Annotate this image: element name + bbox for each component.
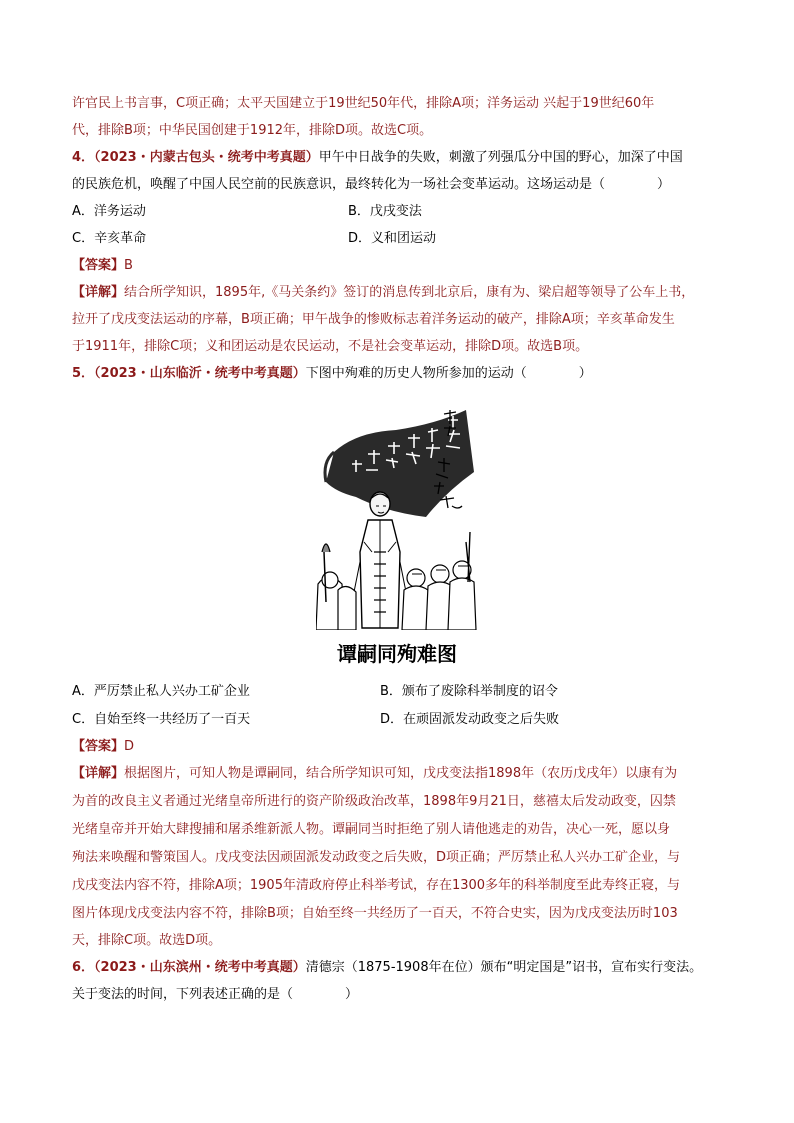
question-5-detail-line-5: 戊戌变法内容不符，排除A项；1905年清政府停止科举考试，存在1300多年的科举制度至此寿终正寝，与 bbox=[72, 878, 681, 893]
question-4-number: 4． bbox=[72, 150, 95, 165]
detail-label: 【详解】 bbox=[72, 285, 125, 300]
question-6-stem-text: 清德宗（1875-1908年在位）颁布“明定国是”诏书，宣布实行变法。 bbox=[305, 960, 703, 975]
figure-caption: 谭嗣同殉难图 bbox=[337, 642, 457, 666]
question-4-option-a: A．洋务运动 bbox=[72, 204, 146, 219]
question-5-source: （2023・山东临沂・统考中考真题） bbox=[94, 366, 306, 381]
question-5-stem-text: 下图中殉难的历史人物所参加的运动（ ） bbox=[305, 366, 592, 381]
question-4-stem-line-2: 的民族危机，唤醒了中国人民空前的民族意识，最终转化为一场社会变革运动。这场运动是（ ） bbox=[72, 177, 671, 192]
question-5-stem-line-1 bbox=[72, 364, 592, 384]
prev-detail-line-2: 代，排除B项；中华民国创建于1912年，排除D项。故选C项。 bbox=[72, 123, 433, 138]
question-4-detail-line-2: 拉开了戊戌变法运动的序幕，B项正确；甲午战争的惨败标志着洋务运动的破产，排除A项；辛亥革命发生 bbox=[72, 312, 675, 327]
question-4-detail-line-1 bbox=[72, 283, 694, 303]
answer-label: 【答案】 bbox=[72, 739, 125, 754]
tan-sitong-illustration bbox=[316, 402, 478, 630]
question-5-option-c: C．自始至终一共经历了一百天 bbox=[72, 712, 251, 727]
question-6-source: （2023・山东滨州・统考中考真题） bbox=[94, 960, 306, 975]
question-5-detail-line-3: 光绪皇帝并开始大肆搜捕和屠杀维新派人物。谭嗣同当时拒绝了别人请他逃走的劝告，决心一死，愿以身 bbox=[72, 822, 671, 837]
question-4-stem-line-1 bbox=[72, 148, 683, 168]
question-4-option-b: B．戊戌变法 bbox=[348, 204, 422, 219]
question-4-stem-text: 甲午中日战争的失败，刺激了列强瓜分中国的野心，加深了中国 bbox=[318, 150, 683, 165]
question-5-detail-line-1 bbox=[72, 764, 677, 784]
question-4-source: （2023・内蒙古包头・统考中考真题） bbox=[94, 150, 319, 165]
question-6-stem-line-2: 关于变法的时间，下列表述正确的是（ ） bbox=[72, 987, 359, 1002]
question-4-option-d: D．义和团运动 bbox=[348, 231, 437, 246]
detail-text: 结合所学知识，1895年,《马关条约》签订的消息传到北京后，康有为、梁启超等领导了公车上书， bbox=[124, 285, 695, 300]
detail-text: 根据图片，可知人物是谭嗣同，结合所学知识可知，戊戌变法指1898年（农历戊戌年）以康有为 bbox=[124, 766, 678, 781]
question-6-stem-line-1 bbox=[72, 958, 702, 978]
question-5-detail-line-6: 图片体现戊戌变法内容不符，排除B项；自始至终一共经历了一百天，不符合史实，因为戊戌变法历时103 bbox=[72, 906, 678, 921]
question-5-detail-line-7: 天，排除C项。故选D项。 bbox=[72, 933, 222, 948]
prev-detail-line-1: 许官民上书言事，C项正确；太平天国建立于19世纪50年代，排除A项；洋务运动 兴起于19世纪60年 bbox=[72, 96, 655, 111]
question-5-detail-line-4: 殉法来唤醒和警策国人。戊戌变法因顽固派发动政变之后失败，D项正确；严厉禁止私人兴办工矿企业，与 bbox=[72, 850, 681, 865]
answer-value: D bbox=[124, 739, 135, 754]
question-6-number: 6． bbox=[72, 960, 95, 975]
detail-label: 【详解】 bbox=[72, 766, 125, 781]
question-5-answer bbox=[72, 737, 134, 757]
question-5-number: 5． bbox=[72, 366, 95, 381]
question-4-option-c: C．辛亥革命 bbox=[72, 231, 147, 246]
question-5-option-b: B．颁布了废除科举制度的诏令 bbox=[380, 684, 558, 699]
question-4-detail-line-3: 于1911年，排除C项；义和团运动是农民运动，不是社会变革运动，排除D项。故选B项。 bbox=[72, 339, 589, 354]
answer-value: B bbox=[124, 258, 133, 273]
question-4-answer bbox=[72, 256, 133, 276]
question-5-option-a: A．严厉禁止私人兴办工矿企业 bbox=[72, 684, 250, 699]
question-5-option-d: D．在顽固派发动政变之后失败 bbox=[380, 712, 560, 727]
answer-label: 【答案】 bbox=[72, 258, 125, 273]
question-5-detail-line-2: 为首的改良主义者通过光绪皇帝所进行的资产阶级政治改革，1898年9月21日，慈禧太后发动政变，囚禁 bbox=[72, 794, 676, 809]
